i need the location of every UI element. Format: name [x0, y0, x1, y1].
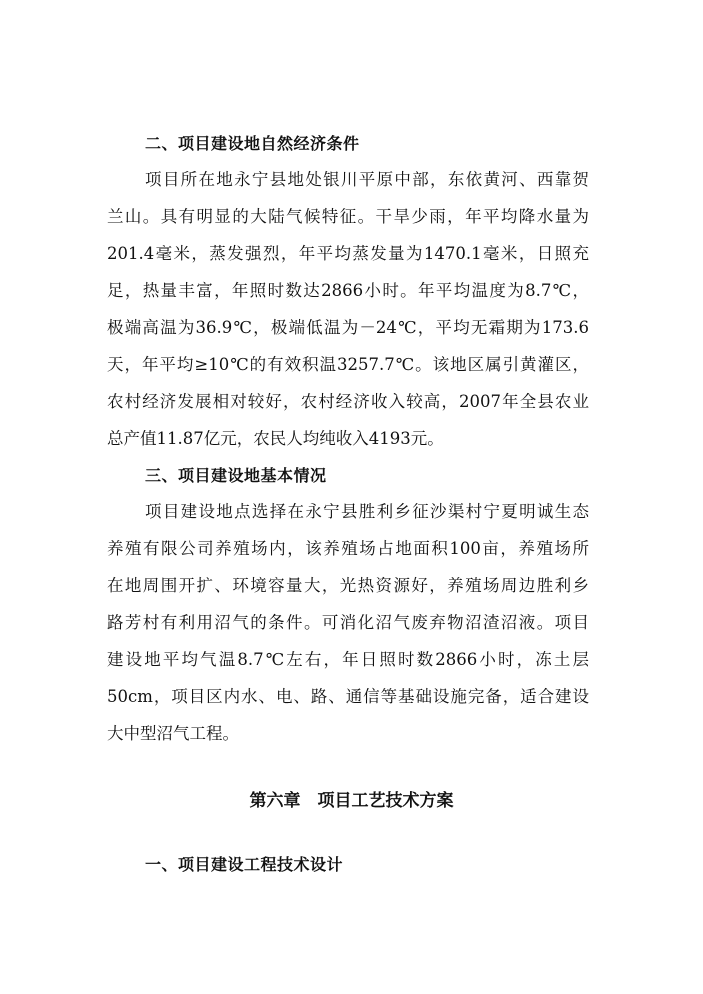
section-heading-engineering-design: 一、项目建设工程技术设计	[145, 855, 344, 874]
paragraph-line: 养殖有限公司养殖场内，该养殖场占地面积100亩，养殖场所	[107, 539, 589, 558]
paragraph-line: 在地周围开扩、环境容量大，光热资源好，养殖场周边胜利乡	[107, 576, 589, 595]
paragraph-basic-situation	[107, 502, 589, 761]
paragraph-line: 201.4毫米，蒸发强烈，年平均蒸发量为1470.1毫米，日照充	[107, 244, 589, 263]
paragraph-line: 建设地平均气温8.7℃左右，年日照时数2866小时，冻土层	[107, 650, 589, 669]
chapter-title: 第六章 项目工艺技术方案	[249, 791, 454, 811]
paragraph-line: 天，年平均≥10℃的有效积温3257.7℃。该地区属引黄灌区，	[107, 355, 589, 374]
paragraph-line: 项目所在地永宁县地处银川平原中部，东依黄河、西靠贺	[145, 170, 589, 189]
paragraph-line: 路芳村有利用沼气的条件。可消化沼气废弃物沼渣沼液。项目	[107, 613, 589, 632]
paragraph-natural-economic	[107, 170, 589, 466]
section-heading-basic-situation: 三、项目建设地基本情况	[145, 466, 327, 485]
paragraph-line: 50cm，项目区内水、电、路、通信等基础设施完备，适合建设	[107, 687, 589, 706]
paragraph-line: 项目建设地点选择在永宁县胜利乡征沙渠村宁夏明诚生态	[145, 502, 589, 521]
paragraph-line: 足，热量丰富，年照时数达2866小时。年平均温度为8.7℃，	[107, 281, 589, 300]
paragraph-line: 农村经济发展相对较好，农村经济收入较高，2007年全县农业	[107, 392, 589, 411]
paragraph-line: 总产值11.87亿元，农民人均纯收入4193元。	[107, 429, 444, 448]
paragraph-line: 极端高温为36.9℃，极端低温为－24℃，平均无霜期为173.6	[107, 318, 589, 337]
paragraph-line: 大中型沼气工程。	[107, 724, 239, 743]
paragraph-line: 兰山。具有明显的大陆气候特征。干旱少雨，年平均降水量为	[107, 207, 589, 226]
section-heading-natural-economic: 二、项目建设地自然经济条件	[145, 134, 360, 153]
